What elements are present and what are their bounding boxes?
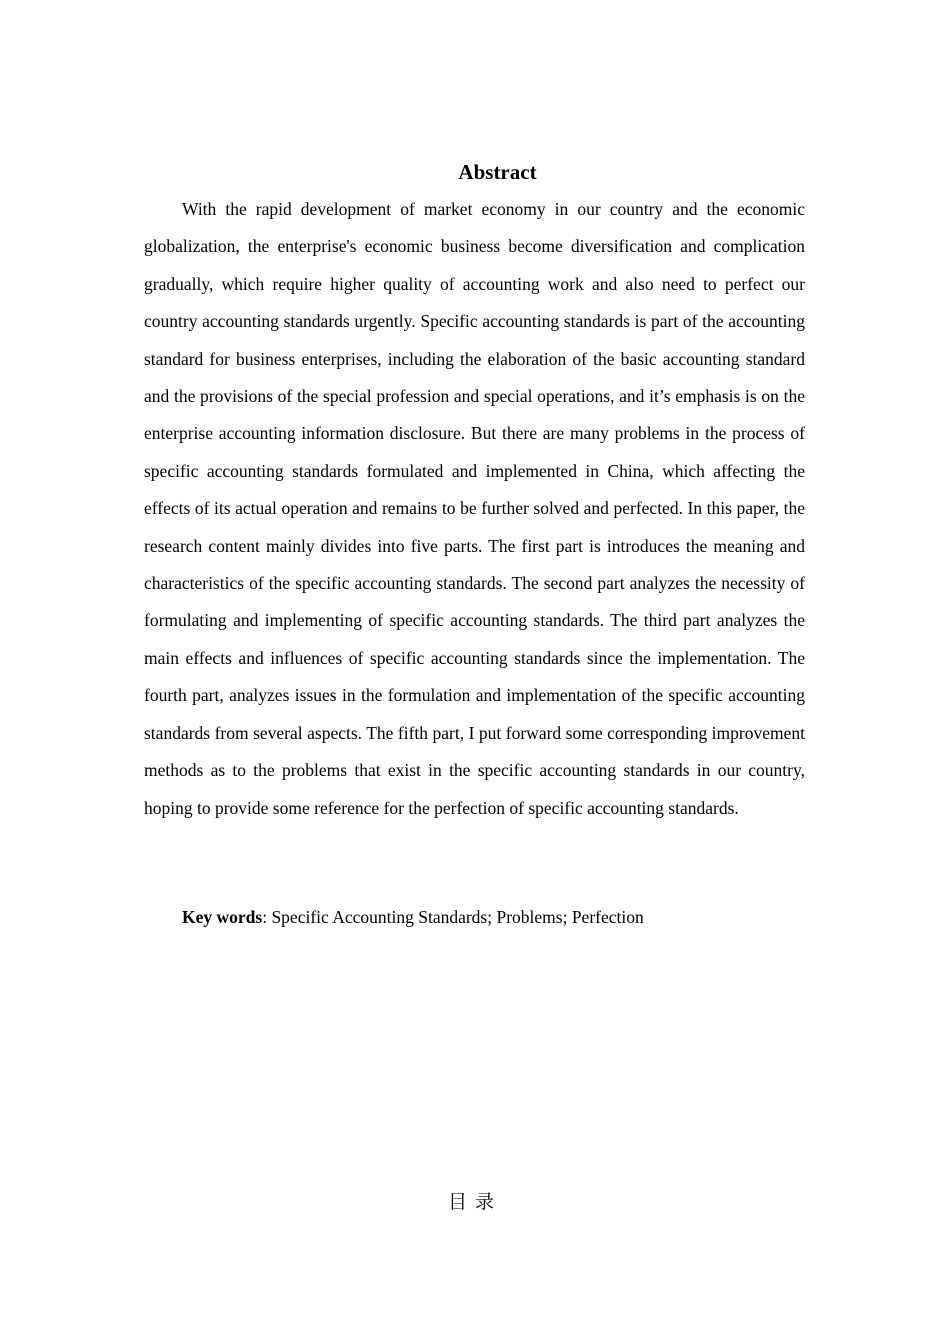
keywords-label: Key words — [182, 907, 263, 927]
keywords-line — [182, 902, 805, 932]
keywords-separator: : — [262, 907, 272, 927]
table-of-contents-heading: 目录 — [447, 1191, 502, 1213]
abstract-heading: Abstract — [458, 160, 537, 184]
keywords-value: Specific Accounting Standards; Problems; Perfection — [271, 907, 644, 927]
abstract-paragraph: With the rapid development of market economy in our country and the economic globalization, the enterprise's economic business become diversification and complication gradually, which require higher quality of accounting work and also need to perfect our country accounting standards urgently. Specific accounting standards is part of the accounting standard for business enterprises, including the elaboration of the basic accounting standard and the provisions of the special profession and special operations, and it’s emphasis is on the enterprise accounting information disclosure. But there are many problems in the process of specific accounting standards formulated and implemented in China, which affecting the effects of its actual operation and remains to be further solved and perfected. In this paper, the research content mainly divides into five parts. The first part is introduces the meaning and characteristics of the specific accounting standards. The second part analyzes the necessity of formulating and implementing of specific accounting standards. The third part analyzes the main effects and influences of specific accounting standards since the implementation. The fourth part, analyzes issues in the formulation and implementation of the specific accounting standards from several aspects. The fifth part, I put forward some corresponding improvement methods as to the problems that exist in the specific accounting standards in our country, hoping to provide some reference for the perfection of specific accounting standards. — [144, 199, 805, 818]
